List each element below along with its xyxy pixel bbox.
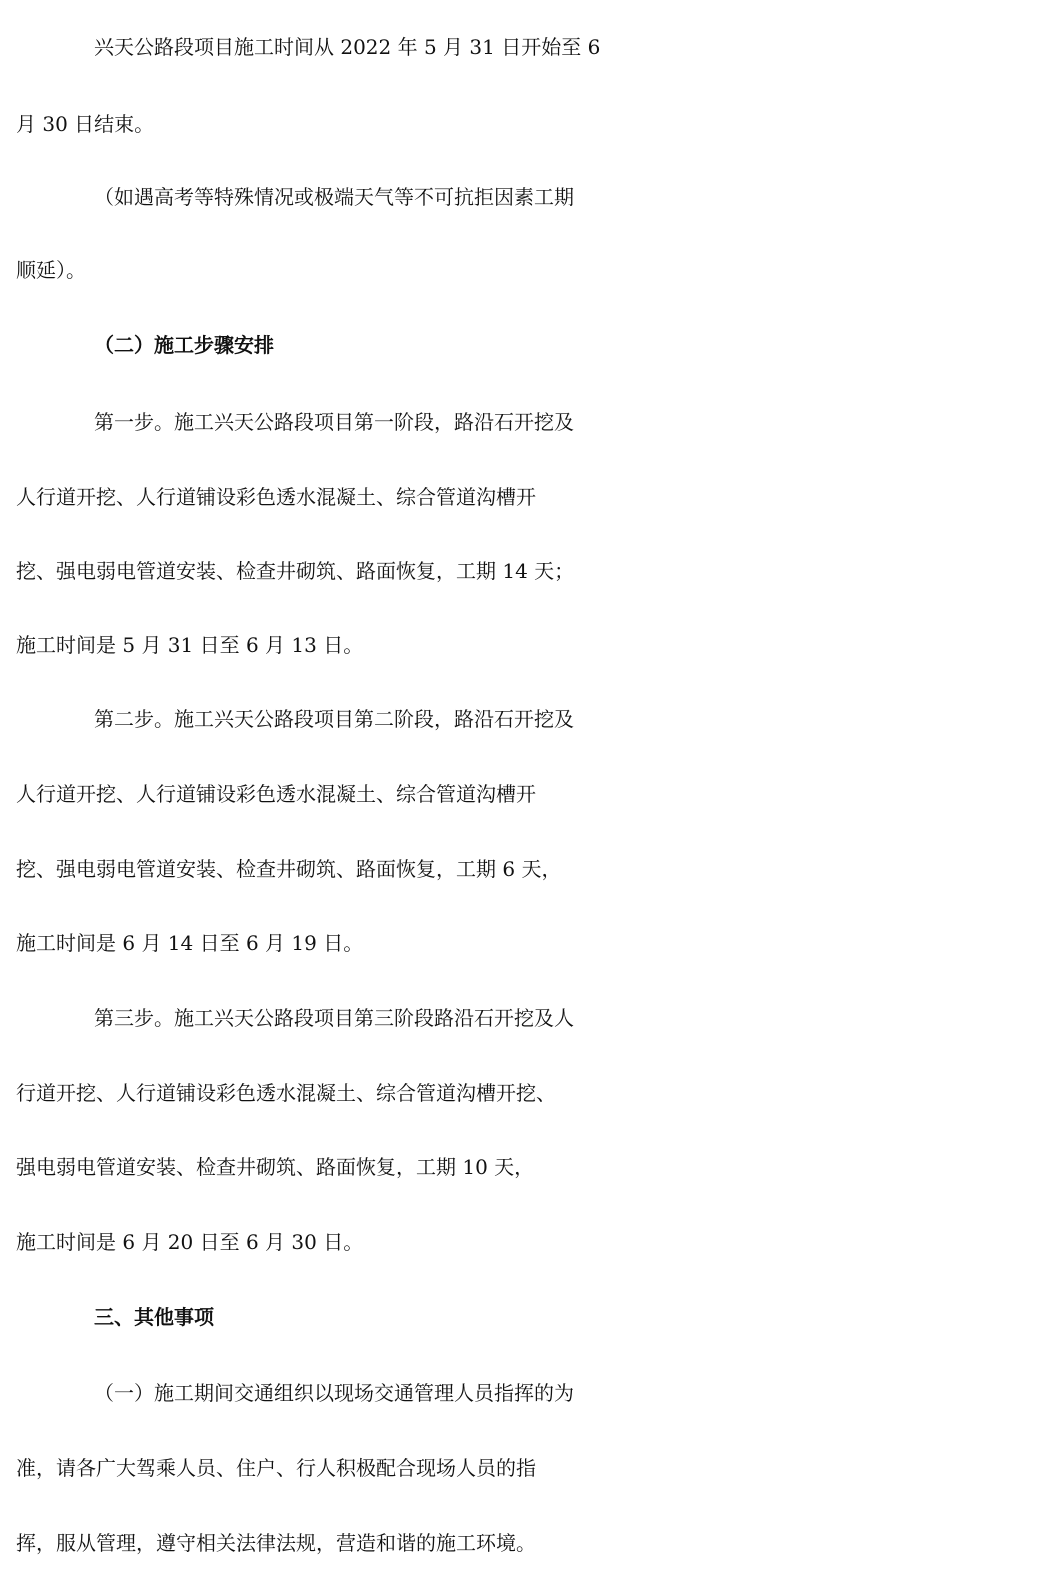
line-16: 强电弱电管道安装、检查井砌筑、路面恢复，工期 10 天， [16,1155,535,1179]
line-17: 施工时间是 6 月 20 日至 6 月 30 日。 [16,1230,364,1254]
line-1: 兴天公路段项目施工时间从 2022 年 5 月 31 日开始至 6 [94,35,601,59]
line-21: 挥，服从管理，遵守相关法律法规，营造和谐的施工环境。 [16,1531,536,1555]
line-13: 施工时间是 6 月 14 日至 6 月 19 日。 [16,931,364,955]
section-heading-construction-steps: （二）施工步骤安排 [94,333,274,357]
line-19: （一）施工期间交通组织以现场交通管理人员指挥的为 [94,1381,574,1405]
line-15: 行道开挖、人行道铺设彩色透水混凝土、综合管道沟槽开挖、 [16,1081,556,1105]
line-6: 第一步。施工兴天公路段项目第一阶段，路沿石开挖及 [94,410,574,434]
line-2: 月 30 日结束。 [16,112,155,136]
line-7: 人行道开挖、人行道铺设彩色透水混凝土、综合管道沟槽开 [16,485,536,509]
line-12: 挖、强电弱电管道安装、检查井砌筑、路面恢复，工期 6 天， [16,857,562,881]
line-10: 第二步。施工兴天公路段项目第二阶段，路沿石开挖及 [94,707,574,731]
line-3: （如遇高考等特殊情况或极端天气等不可抗拒因素工期 [94,185,574,209]
section-heading-other-matters: 三、其他事项 [94,1305,214,1329]
line-9: 施工时间是 5 月 31 日至 6 月 13 日。 [16,633,364,657]
line-8: 挖、强电弱电管道安装、检查井砌筑、路面恢复，工期 14 天； [16,559,575,583]
line-14: 第三步。施工兴天公路段项目第三阶段路沿石开挖及人 [94,1006,574,1030]
line-4: 顺延）。 [16,258,86,282]
line-11: 人行道开挖、人行道铺设彩色透水混凝土、综合管道沟槽开 [16,782,536,806]
line-20: 准，请各广大驾乘人员、住户、行人积极配合现场人员的指 [16,1456,536,1480]
